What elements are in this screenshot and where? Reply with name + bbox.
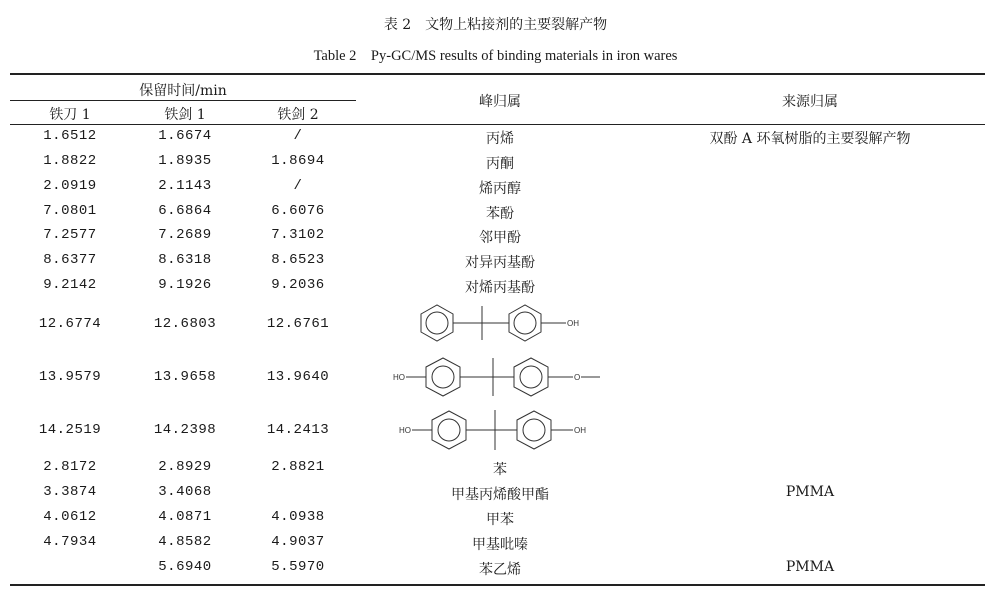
retention-iron-sword-2: 14.2413 [266, 422, 330, 438]
header-rule [10, 124, 985, 125]
peak-assignment: 甲基吡嗪 [472, 537, 528, 553]
source-assignment: 双酚 A 环氧树脂的主要裂解产物 [709, 131, 911, 147]
retention-iron-knife-1: 13.9579 [38, 369, 102, 385]
retention-iron-sword-1: 13.9658 [153, 369, 217, 385]
retention-iron-sword-2: 4.0938 [271, 509, 325, 525]
peak-assignment: 丙酮 [486, 156, 514, 172]
retention-iron-sword-1: 12.6803 [153, 316, 217, 332]
header-iron-knife-1: 铁刀 1 [49, 107, 91, 123]
retention-iron-sword-1: 1.6674 [158, 128, 212, 144]
retention-iron-knife-1: 4.7934 [43, 534, 97, 550]
retention-iron-sword-1: 7.2689 [158, 227, 212, 243]
retention-iron-sword-2: / [293, 178, 303, 194]
retention-iron-knife-1: 2.8172 [43, 459, 97, 475]
source-assignment: PMMA [785, 559, 835, 575]
retention-iron-sword-2: 6.6076 [271, 203, 325, 219]
top-rule [10, 73, 985, 75]
source-assignment: PMMA [785, 484, 835, 500]
retention-iron-knife-1: 7.2577 [43, 227, 97, 243]
header-source: 来源归属 [782, 94, 838, 110]
hydroxyl-label-left: HO [399, 426, 411, 435]
retention-iron-sword-1: 6.6864 [158, 203, 212, 219]
retention-iron-sword-1: 5.6940 [158, 559, 212, 575]
hydroxyl-label-right: OH [574, 426, 586, 435]
structure-bisphenol-a [398, 405, 603, 455]
retention-iron-sword-1: 4.0871 [158, 509, 212, 525]
retention-iron-sword-1: 2.1143 [158, 178, 212, 194]
peak-assignment: 甲苯 [486, 512, 514, 528]
table-caption-cn: 表 2 文物上粘接剂的主要裂解产物 [383, 17, 608, 33]
header-retention-time: 保留时间/min [139, 83, 227, 99]
retention-iron-knife-1: 1.8822 [43, 153, 97, 169]
retention-iron-sword-2: / [293, 128, 303, 144]
retention-iron-knife-1: 7.0801 [43, 203, 97, 219]
retention-iron-sword-1: 8.6318 [158, 252, 212, 268]
peak-assignment: 邻甲酚 [479, 230, 521, 246]
header-iron-sword-2: 铁剑 2 [277, 107, 319, 123]
hydroxyl-label: OH [567, 319, 579, 328]
retention-iron-sword-1: 9.1926 [158, 277, 212, 293]
header-iron-sword-1: 铁剑 1 [164, 107, 206, 123]
ether-oxygen-label: O [574, 373, 581, 382]
retention-iron-sword-2: 13.9640 [266, 369, 330, 385]
structure-cumylphenol [410, 302, 600, 348]
peak-assignment: 甲基丙烯酸甲酯 [451, 487, 549, 503]
retention-iron-sword-2: 12.6761 [266, 316, 330, 332]
retention-iron-sword-2: 2.8821 [271, 459, 325, 475]
header-peak-assignment: 峰归属 [479, 94, 521, 110]
retention-iron-knife-1: 2.0919 [43, 178, 97, 194]
retention-iron-sword-1: 3.4068 [158, 484, 212, 500]
peak-assignment: 对烯丙基酚 [465, 280, 535, 296]
peak-assignment: 丙烯 [486, 131, 514, 147]
retention-iron-knife-1: 1.6512 [43, 128, 97, 144]
retention-iron-sword-2: 7.3102 [271, 227, 325, 243]
retention-iron-sword-2: 8.6523 [271, 252, 325, 268]
retention-iron-sword-2: 9.2036 [271, 277, 325, 293]
table-caption-en: Table 2 Py-GC/MS results of binding materials in iron wares [313, 48, 678, 64]
peak-assignment: 苯酚 [486, 206, 514, 222]
bottom-rule [10, 584, 985, 586]
retention-iron-knife-1: 12.6774 [38, 316, 102, 332]
group-underline [10, 100, 356, 101]
retention-iron-knife-1: 9.2142 [43, 277, 97, 293]
retention-iron-sword-1: 14.2398 [153, 422, 217, 438]
retention-iron-sword-2: 5.5970 [271, 559, 325, 575]
peak-assignment: 苯 [493, 462, 507, 478]
retention-iron-sword-2: 1.8694 [271, 153, 325, 169]
hydroxyl-label: HO [393, 373, 405, 382]
retention-iron-knife-1: 3.3874 [43, 484, 97, 500]
structure-bpa-methyl-ether [392, 352, 607, 402]
retention-iron-knife-1: 4.0612 [43, 509, 97, 525]
peak-assignment: 苯乙烯 [479, 562, 521, 578]
retention-iron-knife-1: 14.2519 [38, 422, 102, 438]
retention-iron-sword-2: 4.9037 [271, 534, 325, 550]
retention-iron-sword-1: 1.8935 [158, 153, 212, 169]
peak-assignment: 对异丙基酚 [465, 255, 535, 271]
retention-iron-knife-1: 8.6377 [43, 252, 97, 268]
retention-iron-sword-1: 4.8582 [158, 534, 212, 550]
retention-iron-sword-1: 2.8929 [158, 459, 212, 475]
peak-assignment: 烯丙醇 [479, 181, 521, 197]
